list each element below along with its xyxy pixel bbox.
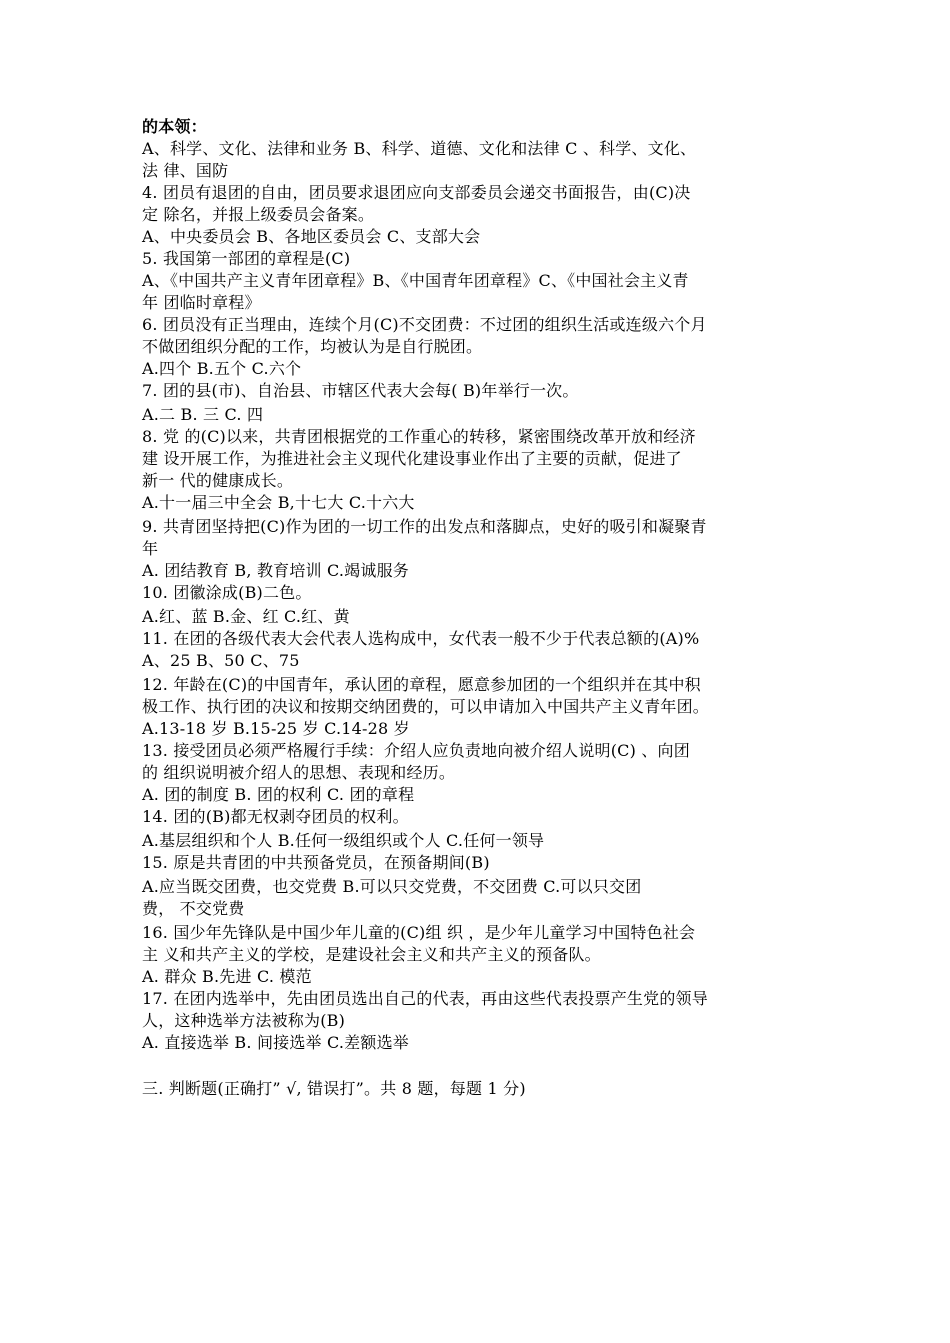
- question-10: 10. 团徽涂成(B)二色。: [142, 583, 312, 602]
- question-12: 12. 年龄在(C)的中国青年，承认团的章程，愿意参加团的一个组织并在其中积: [142, 675, 701, 694]
- question-17: 17. 在团内选举中，先由团员选出自己的代表，再由这些代表投票产生党的领导: [142, 989, 708, 1008]
- text-line: 年 团临时章程》: [142, 293, 261, 312]
- answer-options: A.二 B. 三 C. 四: [142, 405, 264, 424]
- document-page: [142, 116, 812, 1100]
- spacer: [142, 1054, 812, 1076]
- answer-options: A.红、蓝 B.金、红 C.红、黄: [142, 607, 350, 626]
- answer-options: A. 团的制度 B. 团的权利 C. 团的章程: [142, 785, 415, 804]
- text-line: 的本领：: [142, 117, 207, 136]
- text-line: 的 组织说明被介绍人的思想、表现和经历。: [142, 763, 456, 782]
- answer-options: A、25 B、50 C、75: [142, 651, 300, 670]
- answer-options: A.应当既交团费，也交党费 B.可以只交党费，不交团费 C.可以只交团: [142, 877, 642, 896]
- section-heading: 三. 判断题(正确打” √, 错误打”。共 8 题，每题 1 分): [142, 1079, 526, 1098]
- answer-options: A、中央委员会 B、各地区委员会 C、支部大会: [142, 227, 481, 246]
- answer-options: A. 团结教育 B, 教育培训 C.竭诚服务: [142, 561, 409, 580]
- text-line: 人，这种选举方法被称为(B): [142, 1011, 346, 1030]
- text-line: 新一 代的健康成长。: [142, 471, 294, 490]
- question-15: 15. 原是共青团的中共预备党员，在预备期间(B): [142, 853, 490, 872]
- text-line: 不做团组织分配的工作，均被认为是自行脱团。: [142, 337, 483, 356]
- text-line: 定 除名，并报上级委员会备案。: [142, 205, 375, 224]
- question-7: 7. 团的县(市)、自治县、市辖区代表大会每( B)年举行一次。: [142, 381, 579, 400]
- question-6: 6. 团员没有正当理由，连续个月(C)不交团费：不过团的组织生活或连级六个月: [142, 315, 707, 334]
- question-13: 13. 接受团员必须严格履行手续：介绍人应负责地向被介绍人说明(C) 、向团: [142, 741, 690, 760]
- question-9: 9. 共青团坚持把(C)作为团的一切工作的出发点和落脚点，史好的吸引和凝聚青: [142, 517, 707, 536]
- text-line: 年: [142, 539, 159, 558]
- text-line: 极工作、执行团的决议和按期交纳团费的，可以申请加入中国共产主义青年团。: [142, 697, 710, 716]
- question-14: 14. 团的(B)都无权剥夺团员的权利。: [142, 807, 409, 826]
- text-line: 主 义和共产主义的学校，是建设社会主义和共产主义的预备队。: [142, 945, 601, 964]
- question-11: 11. 在团的各级代表大会代表人选构成中，女代表一般不少于代表总额的(A)%: [142, 629, 700, 648]
- question-16: 16. 国少年先锋队是中国少年儿童的(C)组 织 ，是少年儿童学习中国特色社会: [142, 923, 696, 942]
- text-line: 法 律、国防: [142, 161, 229, 180]
- answer-options: A、《中国共产主义青年团章程》B、《中国青年团章程》C、《中国社会主义青: [142, 271, 689, 290]
- answer-options: A. 直接选举 B. 间接选举 C.差额选举: [142, 1033, 409, 1052]
- question-8: 8. 党 的(C)以来，共青团根据党的工作重心的转移，紧密围绕改革开放和经济: [142, 427, 696, 446]
- text-line: A、科学、文化、法律和业务 B、科学、道德、文化和法律 C 、科学、文化、: [142, 139, 697, 158]
- text-line: 建 设开展工作，为推进社会主义现代化建设事业作出了主要的贡献，促进了: [142, 449, 682, 468]
- answer-options: A. 群众 B.先进 C. 模范: [142, 967, 312, 986]
- text-line: 费， 不交党费: [142, 899, 245, 918]
- answer-options: A.十一届三中全会 B,十七大 C.十六大: [142, 493, 415, 512]
- question-5: 5. 我国第一部团的章程是(C): [142, 249, 351, 268]
- answer-options: A.13-18 岁 B.15-25 岁 C.14-28 岁: [142, 719, 410, 738]
- answer-options: A.基层组织和个人 B.任何一级组织或个人 C.任何一领导: [142, 831, 545, 850]
- question-4: 4. 团员有退团的自由，团员要求退团应向支部委员会递交书面报告，由(C)决: [142, 183, 691, 202]
- answer-options: A.四个 B.五个 C.六个: [142, 359, 302, 378]
